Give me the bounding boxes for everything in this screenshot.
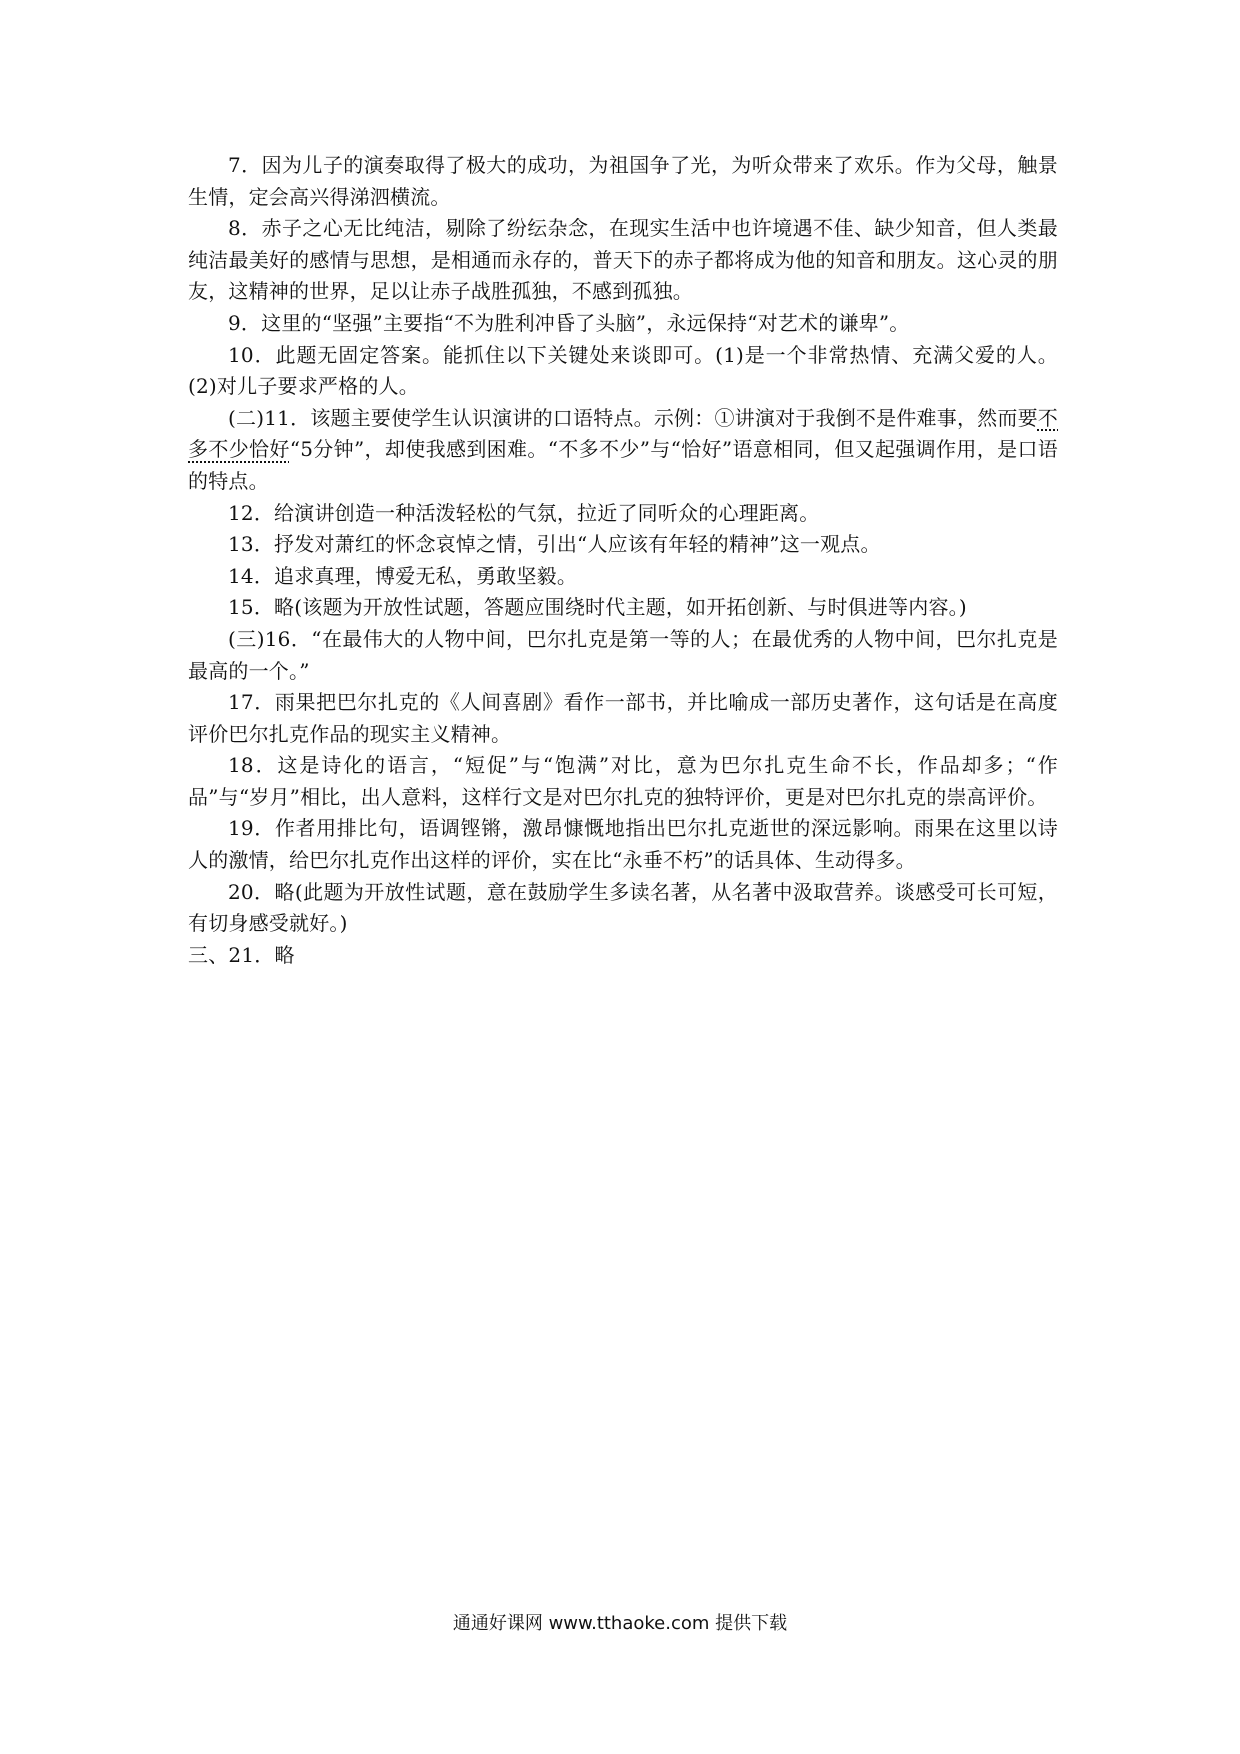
page-footer: 通通好课网 www.tthaoke.com 提供下载 <box>452 1613 788 1634</box>
answer-16: (三)16．“在最伟大的人物中间，巴尔扎克是第一等的人；在最优秀的人物中间，巴尔扎克是最高的一个。” <box>188 626 1058 683</box>
answer-9: 9．这里的“坚强”主要指“不为胜利冲昏了头脑”，永远保持“对艺术的谦卑”。 <box>228 310 910 335</box>
answer-10: 10．此题无固定答案。能抓住以下关键处来谈即可。(1)是一个非常热情、充满父爱的人。(2)对儿子要求严格的人。 <box>188 342 1058 399</box>
answer-20: 20．略(此题为开放性试题，意在鼓励学生多读名著，从名著中汲取营养。谈感受可长可短，有切身感受就好。) <box>188 879 1058 936</box>
answer-11 <box>188 403 1058 498</box>
answer-11-text-before: (二)11．该题主要使学生认识演讲的口语特点。示例：①讲演对于我倒不是件难事，然而要 <box>228 405 1038 430</box>
emphasis-dotted-phrase: 不多不少恰好 <box>188 405 1058 462</box>
answer-11-text-after: “5分钟”，却使我感到困难。“不多不少”与“恰好”语意相同，但又起强调作用，是口语的特点。 <box>188 437 1058 493</box>
answer-7: 7．因为儿子的演奏取得了极大的成功，为祖国争了光，为听众带来了欢乐。作为父母，触景生情，定会高兴得涕泗横流。 <box>188 153 1058 209</box>
answer-15: 15．略(该题为开放性试题，答题应围绕时代主题，如开拓创新、与时俱进等内容。) <box>228 595 967 620</box>
answer-key-body <box>188 150 1058 971</box>
answer-19: 19．作者用排比句，语调铿锵，激昂慷慨地指出巴尔扎克逝世的深远影响。雨果在这里以诗人的激情，给巴尔扎克作出这样的评价，实在比“永垂不朽”的话具体、生动得多。 <box>188 816 1058 873</box>
answer-18: 18．这是诗化的语言，“短促”与“饱满”对比，意为巴尔扎克生命不长，作品却多；“作品”与“岁月”相比，出人意料，这样行文是对巴尔扎克的独特评价，更是对巴尔扎克的崇高评价。 <box>188 753 1058 809</box>
answer-12: 12．给演讲创造一种活泼轻松的气氛，拉近了同听众的心理距离。 <box>228 500 820 525</box>
answer-14: 14．追求真理，博爱无私，勇敢坚毅。 <box>228 563 578 588</box>
answer-17: 17．雨果把巴尔扎克的《人间喜剧》看作一部书，并比喻成一部历史著作，这句话是在高度评价巴尔扎克作品的现实主义精神。 <box>188 690 1058 746</box>
answer-21: 三、21．略 <box>188 942 295 967</box>
answer-8: 8．赤子之心无比纯洁，剔除了纷纭杂念，在现实生活中也许境遇不佳、缺少知音，但人类最纯洁最美好的感情与思想，是相通而永存的，普天下的赤子都将成为他的知音和朋友。这心灵的朋友，这精神的世界，足以让赤子战胜孤独，不感到孤独。 <box>188 216 1058 304</box>
answer-13: 13．抒发对萧红的怀念哀悼之情，引出“人应该有年轻的精神”这一观点。 <box>228 532 881 557</box>
